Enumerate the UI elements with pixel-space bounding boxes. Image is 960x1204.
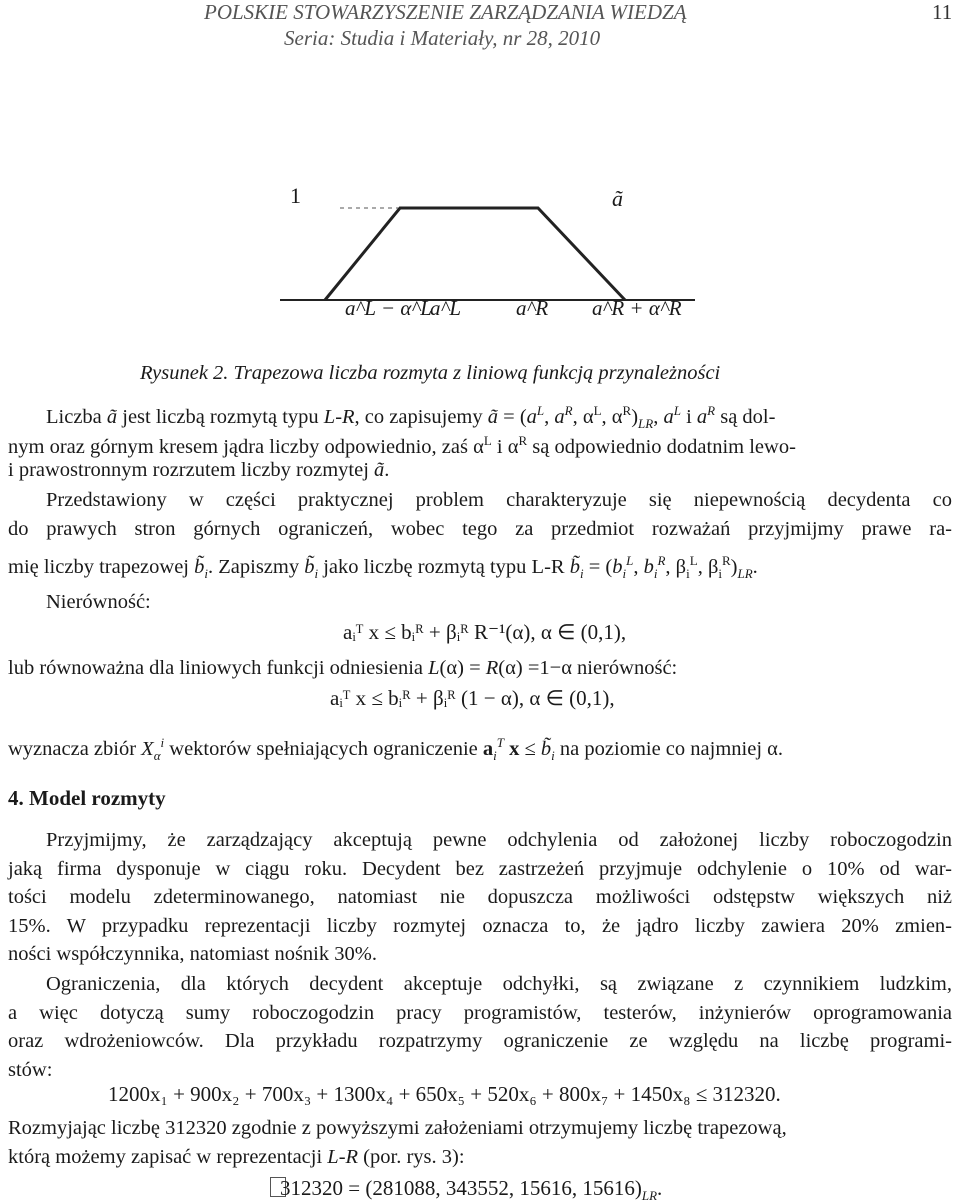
equation-1: aᵢᵀ x ≤ bᵢᴿ + βᵢᴿ R⁻¹(α), α ∈ (0,1), bbox=[343, 620, 627, 644]
line-wyznacza: wyznacza zbiór $X_\alpha^i$ wektorów spełniających ograniczenie $a_i^T$ $x \le b̃_i$ na poziomie co najmniej α. bbox=[8, 735, 783, 763]
para3-line: jaką firma dysponuje w ciągu roku. Decydent bez zastrzeżeń przyjmuje odchylenie o 10% od war- bbox=[8, 857, 952, 880]
equation-4: 312320 = (281088, 343552, 15616, $15616)_{LR}$. bbox=[270, 1176, 662, 1204]
para3-line: tości modelu zdeterminowanego, natomiast nie dopuszcza możliwości odstępstw większych niż bbox=[8, 886, 952, 908]
page-number: 11 bbox=[932, 0, 953, 24]
figure-caption: Rysunek 2. Trapezowa liczba rozmyta z liniową funkcją przynależności bbox=[140, 362, 721, 384]
para5-line2: którą możemy zapisać w reprezentacji L-R (por. rys. 3): bbox=[8, 1146, 465, 1168]
para3-line: Przyjmijmy, że zarządzający akceptują pewne odchylenia od założonej liczby roboczogodzin bbox=[46, 829, 952, 851]
para2-line1: Przedstawiony w części praktycznej problem charakteryzuje się niepewnością decydenta co bbox=[46, 489, 952, 511]
para2-line3: mię liczby trapezowej $b̃_i$. Zapiszmy $b̃_i$ jako liczbę rozmytą typu L-R $b̃_i = (b_i^L$, $b_i^R$, $\beta_i^L$, $\beta_i^R)_{LR}$. bbox=[8, 553, 758, 581]
running-header-title: POLSKIE STOWARZYSZENIE ZARZĄDZANIA WIEDZĄ bbox=[204, 0, 687, 24]
para4-line: Ograniczenia, dla których decydent akceptuje odchyłki, są związane z czynnikiem ludzkim, bbox=[46, 973, 952, 995]
para3 bbox=[8, 826, 952, 969]
equation-3: 1200x₁ + 900x₂ + 700x₃ + 1300x₄ + 650x₅ + 520x₆ + 800x₇ + 1450x₈ ≤ 312320. bbox=[108, 1082, 781, 1106]
para5-line1: Rozmyjając liczbę 312320 zgodnie z powyższymi założeniami otrzymujemy liczbę trapezową, bbox=[8, 1117, 787, 1139]
para1-line3: i prawostronnym rozrzutem liczby rozmytej ã. bbox=[8, 459, 390, 481]
para3-line: ności współczynnika, natomiast nośnik 30%. bbox=[8, 943, 377, 965]
para2-line2: do prawych stron górnych ograniczeń, wobec tego za przedmiot rozważań przyjmijmy prawe ra- bbox=[8, 517, 952, 540]
para4-line: oraz wdrożeniowców. Dla przykładu rozpatrzymy ograniczenie ze względu na liczbę programi- bbox=[8, 1030, 952, 1052]
para1-line2: nym oraz górnym kresem jądra liczby odpowiednio, zaś $\alpha^L$ i $\alpha^R$ są odpowiednio dodatnim lewo- bbox=[8, 433, 796, 458]
section-title: 4. Model rozmyty bbox=[8, 786, 166, 810]
para2 bbox=[8, 486, 952, 543]
figure-y-label: 1 bbox=[290, 183, 301, 208]
para4-line: stów: bbox=[8, 1058, 53, 1081]
para1-line1: Liczba ã jest liczbą rozmytą typu L-R, co zapisujemy ã = ($a^L$, $a^R$, $\alpha^L$, $\alpha^R)_{LR}$, $a^L$ i $a^R$ są dol- bbox=[46, 403, 776, 431]
figure-tick-al-minus: a^L − α^L bbox=[345, 296, 432, 320]
line-lub: lub równoważna dla liniowych funkcji odniesienia L(α) = R(α) =1−α nierówność: bbox=[8, 657, 678, 679]
equation-2: aᵢᵀ x ≤ bᵢᴿ + βᵢᴿ (1 − α), α ∈ (0,1), bbox=[330, 686, 615, 710]
inequality-label: Nierówność: bbox=[46, 591, 151, 613]
running-header-series: Seria: Studia i Materiały, nr 28, 2010 bbox=[284, 26, 601, 50]
figure-tick-ar: a^R bbox=[516, 296, 549, 320]
figure-curve-label: ã bbox=[612, 186, 623, 211]
para4 bbox=[8, 970, 952, 1084]
figure-tick-al: a^L bbox=[430, 296, 462, 320]
trapezoid-curve bbox=[325, 208, 625, 300]
para3-line: 15%. W przypadku reprezentacji liczby rozmytej oznacza to, że jądro liczby zawiera 20% zmien- bbox=[8, 914, 952, 937]
para4-line: a więc dotyczą sumy roboczogodzin pracy programistów, testerów, inżynierów oprogramowania bbox=[8, 1001, 952, 1024]
figure-tick-ar-plus: a^R + α^R bbox=[592, 296, 682, 320]
